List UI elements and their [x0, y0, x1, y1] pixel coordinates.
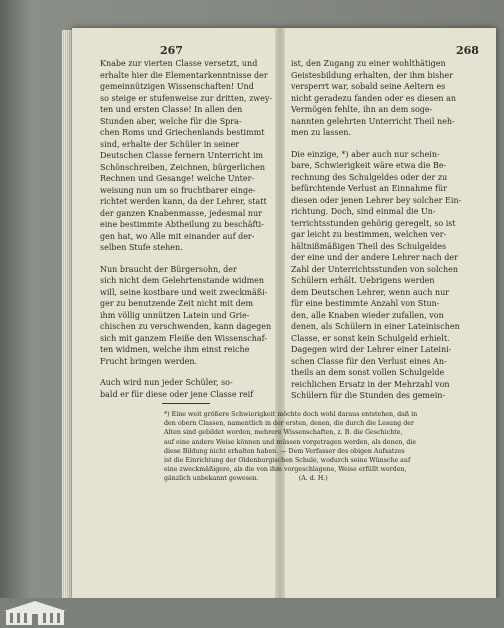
- footnote: [164, 410, 482, 484]
- text-line: Classe, er sonst kein Schulgeld erhielt.: [291, 333, 450, 343]
- text-line: gemeinnützigen Wissenschaften! Und: [100, 82, 254, 91]
- page-edges: [62, 30, 72, 598]
- text-line: befürchtende Verlust an Einnahme für: [291, 184, 447, 193]
- text-line: der eine und der andere Lehrer nach der: [291, 253, 458, 262]
- text-line: terrichtsstunden gehörig geregelt, so ist: [291, 218, 456, 228]
- text-line: diesen oder jenen Lehrer bey solcher Ein-: [291, 195, 462, 205]
- text-line: Auch wird nun jeder Schüler, so-: [100, 378, 233, 387]
- text-line: Rechnen und Gesange! welche Unter-: [100, 174, 255, 183]
- text-line: chischen zu verschwenden, kann dagegen: [100, 322, 272, 331]
- text-line: denen, als Schülern in einer Lateinischen: [291, 322, 460, 331]
- footer-bar: [0, 598, 504, 628]
- book-gutter: [275, 28, 285, 600]
- text-line: Die einzige, *) aber auch nur schein-: [291, 149, 440, 159]
- text-line: Frucht bringen werden.: [100, 356, 198, 366]
- footnote-line: eine zweckmäßigere, als die von ihm vorgeschlagene, Weise erfüllt werden,: [164, 466, 407, 474]
- footnote-line: Alten sind gebildet worden, mehrere Wissenschaften, z. B. die Geschichte,: [164, 429, 403, 437]
- text-line: der ganzen Knabenmasse, jedesmal nur: [100, 208, 262, 218]
- text-line: chen Roms und Griechenlands bestimmt: [100, 128, 265, 137]
- text-line: erhalte hier die Elementarkenntnisse der: [100, 70, 268, 80]
- text-line: den, alle Knaben wieder zufallen, von: [291, 310, 444, 320]
- text-line: Schönschreiben, Zeichnen, bürgerlichen: [100, 162, 266, 172]
- text-line: rechnung des Schulgeldes oder der zu: [291, 172, 448, 182]
- text-line: gen hat, wo Alle mit einander auf der-: [100, 231, 255, 241]
- footnote-rule: [162, 403, 210, 404]
- text-line: Nun braucht der Bürgersohn, der: [100, 264, 237, 274]
- text-line: Schülern für die Stunden des gemein-: [291, 391, 446, 400]
- text-line: Knabe zur vierten Classe versetzt, und: [100, 59, 258, 68]
- text-line: hältnißmäßigen Theil des Schulgeldes: [291, 241, 447, 251]
- footnote-line: auf eine andere Weise können und müssen vorgetragen werden, als denen, die: [164, 438, 417, 446]
- text-line: ten widmen, welche ihm einst reiche: [100, 345, 250, 354]
- right-page-number: 268: [456, 44, 479, 57]
- text-line: nicht geradezu fanden oder es diesen an: [291, 93, 457, 103]
- text-line: eine bestimmte Abtheilung zu beschäfti-: [100, 220, 264, 229]
- text-line: Dagegen wird der Lehrer einer Lateini-: [291, 345, 452, 354]
- text-line: gar leicht zu bestimmen, welchen ver-: [291, 230, 447, 239]
- paragraph-gap: [100, 367, 270, 377]
- library-building-logo-icon: [4, 600, 66, 626]
- footnote-line: den obern Classen, namentlich in der ersten, denen, die durch die Lesung der: [164, 420, 414, 428]
- text-line: men zu lassen.: [291, 128, 351, 137]
- text-line: richtet werden kann, da der Lehrer, statt: [100, 197, 267, 206]
- footnote-line: gänzlich unbekannt gewesen. (A. d. H.): [164, 475, 328, 483]
- text-line: Zahl der Unterrichtsstunden von solchen: [291, 264, 459, 274]
- footnote-line: diese Bildung nicht erhalten haben. — Dem Verfasser des obigen Aufsatzes: [164, 447, 405, 455]
- text-line: richtung. Doch, sind einmal die Un-: [291, 207, 436, 216]
- text-line: Geistesbildung erhalten, der ihm bisher: [291, 70, 453, 80]
- text-line: dem Deutschen Lehrer, wenn auch nur: [291, 287, 450, 297]
- text-line: Schülern erhält. Uebrigens werden: [291, 276, 435, 285]
- text-line: Deutschen Classe fernern Unterricht im: [100, 151, 264, 160]
- footnote-line: *) Eine weit größere Schwierigkeit möchte doch wohl daraus entstehen, daß in: [164, 411, 418, 418]
- text-line: sich mit ganzem Fleiße den Wissenschaf-: [100, 333, 268, 343]
- text-line: für eine bestimmte Anzahl von Stun-: [291, 299, 440, 308]
- footnote-line: ist die Einrichtung der Oldenburgischen Schule, wodurch seine Wünsche auf: [164, 457, 411, 465]
- text-line: bare, Schwierigkeit wäre etwa die Be-: [291, 161, 447, 170]
- text-line: theils an dem sonst vollen Schulgelde: [291, 368, 445, 377]
- text-line: ger zu benutzende Zeit nicht mit dem: [100, 299, 254, 308]
- text-line: sind, erhalte der Schüler in seiner: [100, 139, 240, 149]
- text-line: bald er für diese oder jene Classe reif: [100, 389, 254, 399]
- text-line: ten und ersten Classe! In allen den: [100, 105, 243, 114]
- text-line: versperrt war, sobald seine Aeltern es: [291, 82, 446, 91]
- text-line: ihm völlig unnützen Latein und Grie-: [100, 310, 250, 320]
- text-line: nannten gelehrten Unterricht Theil neh-: [291, 116, 455, 126]
- text-line: sich nicht dem Gelehrtenstande widmen: [100, 276, 265, 285]
- text-line: reichlichen Ersatz in der Mehrzahl von: [291, 379, 450, 389]
- text-line: ist, den Zugang zu einer wohlthätigen: [291, 59, 446, 68]
- text-line: selben Stufe stehen.: [100, 243, 183, 252]
- text-line: will, seine kostbare und weit zweckmäßi-: [100, 287, 268, 297]
- left-page-number: 267: [160, 44, 183, 57]
- text-line: Stunden aber, welche für die Spra-: [100, 116, 242, 126]
- text-line: so steige er stufenweise zur dritten, zwey-: [100, 93, 273, 103]
- right-page-text: [291, 58, 479, 402]
- text-line: weisung nun um so fruchtbarer einge-: [100, 185, 256, 195]
- paragraph-gap: [100, 254, 270, 264]
- text-line: schen Classe für den Verlust eines An-: [291, 356, 447, 366]
- paragraph-gap: [291, 139, 479, 149]
- text-line: Vermögen fehlte, ihn an dem soge-: [291, 105, 433, 114]
- left-page-text: [100, 58, 273, 400]
